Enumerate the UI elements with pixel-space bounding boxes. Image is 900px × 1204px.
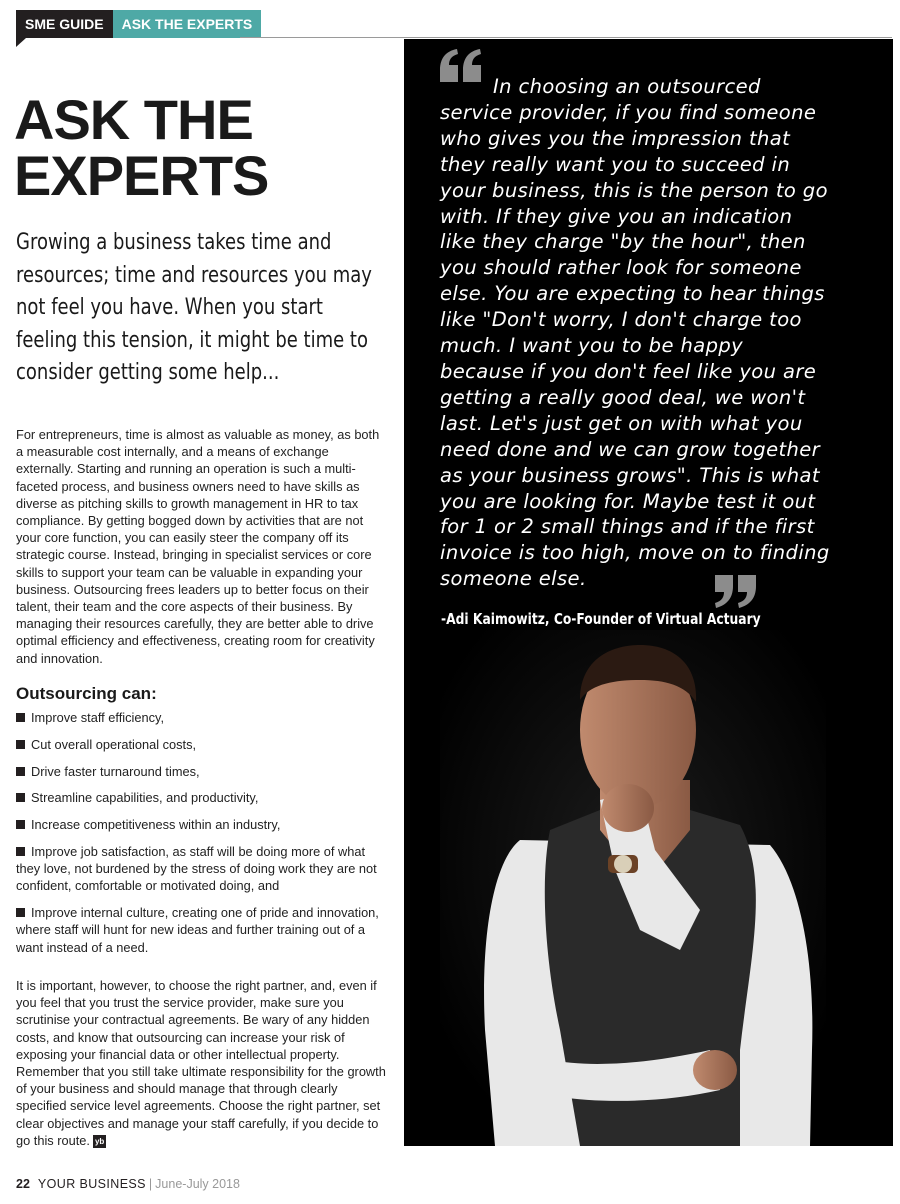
body-paragraph-2-text: It is important, however, to choose the right partner, and, even if you feel that you trust the service provider, make sure you scrutinise your contractual agreements. Be wary of any hidden costs, and know that outsourcing can increase your risk of exposing your financial data or other intellectual property. Remember that you still take ultimate responsibility for the growth of your business and should manage that through clearly specified service level agreements. Choose the right partner, set clear objectives and manage your staff carefully, if you decide to go this route.: [16, 978, 386, 1148]
bullet-square-icon: [16, 847, 25, 856]
bullet-square-icon: [16, 820, 25, 829]
page-footer: [16, 1177, 240, 1191]
article-standfirst: Growing a business takes time and resources; time and resources you may not feel you have. When you start feeling this tension, it might be time to consider getting some help...: [16, 229, 372, 385]
list-item: Improve internal culture, creating one of pride and innovation, where staff will hunt for new ideas and further training out of a want instead of a need.: [16, 905, 379, 955]
quote-attribution: -Adi Kaimowitz, Co-Founder of Virtual Actuary: [441, 610, 761, 628]
title-line-2: EXPERTS: [14, 144, 269, 207]
bullet-square-icon: [16, 713, 25, 722]
benefits-list: [16, 709, 388, 965]
body-paragraph-2: [16, 977, 388, 1149]
title-line-1: ASK THE: [14, 88, 253, 151]
issue-date: June-July 2018: [155, 1177, 240, 1191]
topic-tab: ASK THE EXPERTS: [113, 10, 262, 38]
list-item: Drive faster turnaround times,: [16, 763, 388, 780]
end-mark-icon: yb: [94, 1136, 105, 1146]
body-paragraph-1: For entrepreneurs, time is almost as valuable as money, as both a measurable cost internally, and a means of exchange externally. Starting and running an operation is such a multi-faceted process, and business owners need to have skills as diverse as pitching skills to growth management in HR to tax compliance. By getting bogged down by activities that are not your core function, you can easily steer the company off its strategic course. Instead, bringing in specialist services or core skills to support your team can be valuable in expanding your business. Outsourcing frees leaders up to better focus on their talent, their team and the core aspects of their business. By managing their resources carefully, they are better able to drive optimal efficiency and effectiveness, creating room for creativity and innovation.: [16, 427, 380, 666]
pullquote-text: In choosing an outsourced service provider, if you find someone who gives you the impression that they really want you to succeed in your business, this is the person to go with. If they give you an indication like they charge "by the hour", then you should rather look for someone else. You are expecting to hear things like "Don't worry, I don't charge too much. I want you to be happy because if you don't feel like you are getting a really good deal, we won't last. Let's just get on with what you need done and we can grow together as your business grows". This is what you are looking for. Maybe test it out for 1 or 2 small things and if the first invoice is too high, move on to finding someone else.: [440, 75, 830, 591]
page-number: 22: [16, 1177, 30, 1191]
article-title: [14, 88, 394, 207]
section-tabs: [16, 10, 261, 38]
list-heading: Outsourcing can:: [16, 684, 157, 703]
list-item: Cut overall operational costs,: [16, 736, 388, 753]
list-item: Increase competitiveness within an industry,: [16, 816, 388, 833]
bullet-square-icon: [16, 908, 25, 917]
list-item: Improve staff efficiency,: [16, 709, 388, 726]
footer-separator: |: [148, 1177, 153, 1191]
header-rule: [240, 37, 892, 38]
portrait-photo: [440, 630, 826, 1146]
bullet-square-icon: [16, 767, 25, 776]
list-item: Improve job satisfaction, as staff will be doing more of what they love, not burdened by the stress of doing work they are not confident, comfortable or motivated doing, and: [16, 843, 377, 894]
bullet-square-icon: [16, 793, 25, 802]
publication-name: YOUR BUSINESS: [37, 1177, 146, 1191]
bullet-square-icon: [16, 740, 25, 749]
list-item: Streamline capabilities, and productivity,: [16, 789, 388, 806]
section-tab: SME GUIDE: [16, 10, 113, 38]
close-quote-icon: [712, 574, 758, 610]
